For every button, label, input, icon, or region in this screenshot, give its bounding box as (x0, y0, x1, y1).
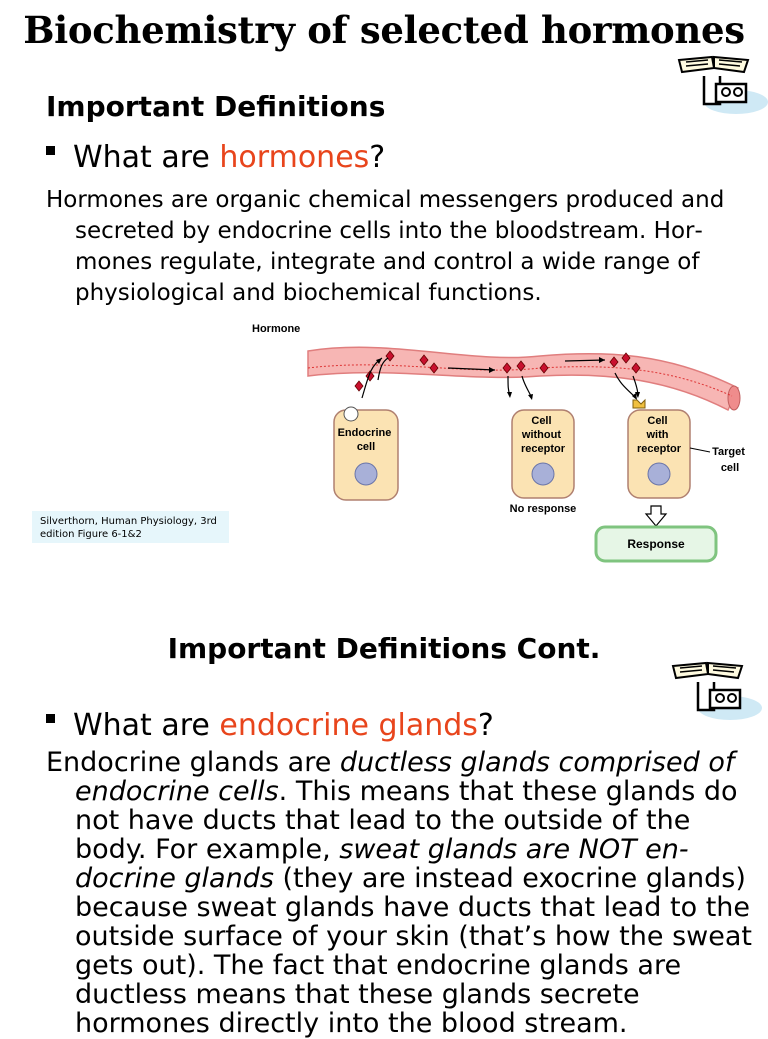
no-response-label: No response (509, 503, 577, 515)
figure-caption: Silverthorn, Human Physiology, 3rd edition Figure 6-1&2 (32, 511, 229, 543)
svg-text:Target cell (712, 446, 748, 474)
cell-nucleus (355, 463, 377, 485)
cell-nucleus (532, 463, 554, 485)
endocrine-cell (334, 410, 398, 500)
hormone-figure (240, 318, 750, 568)
with-label-1: Cell (647, 415, 668, 427)
question-hormones: What are hormones? (46, 140, 385, 175)
question-endocrine-glands: What are endocrine glands? (46, 708, 494, 743)
cell-nucleus (648, 463, 670, 485)
endocrine-label-1: Endocrine (337, 427, 392, 439)
section-heading: Important Definitions (46, 90, 386, 123)
down-arrow-icon (646, 506, 666, 526)
without-label-3: receptor (520, 443, 566, 455)
with-label-2: with (646, 429, 669, 441)
endocrine-definition-paragraph: Endocrine glands are ductless glands comprised of endocrine cells. This means that these glands do not have ducts that lead to the outside of the body. For example, sweat glands are NOT endocrine glands (they are instead exocrine glands) because sweat glands have ducts that lead to the outside surface of your skin (that’s how the sweat gets out). The fact that endocrine glands are ductless means that these glands secrete hormones directly into the blood stream. (46, 747, 752, 1039)
bullet-icon (46, 714, 55, 723)
bullet-icon (46, 146, 55, 155)
vessel-end (728, 386, 740, 410)
definition-paragraph: Hormones are organic chemical messengers produced and secreted by endocrine cells into the bloodstream. Hormones regulate, integrate and control a wide range of physiological and biochemical functions. (46, 187, 725, 306)
secretion-vesicle (344, 407, 358, 421)
page-title: Biochemistry of selected hormones (23, 8, 745, 52)
without-label-2: without (521, 429, 562, 441)
target-label-1: Target (712, 446, 745, 458)
figure-label-hormone: Hormone (252, 323, 301, 335)
with-label-3: receptor (636, 443, 682, 455)
target-label-2: cell (720, 462, 740, 474)
book-reader-icon (674, 54, 768, 116)
book-reader-icon (668, 660, 762, 722)
endocrine-label-2: cell (356, 441, 376, 453)
highlight-term: hormones (219, 140, 370, 175)
receptor (633, 400, 645, 408)
without-label-1: Cell (531, 415, 552, 427)
highlight-term: endocrine glands (219, 708, 478, 743)
section-heading-cont: Important Definitions Cont. (167, 632, 601, 665)
response-label: Response (627, 537, 685, 551)
